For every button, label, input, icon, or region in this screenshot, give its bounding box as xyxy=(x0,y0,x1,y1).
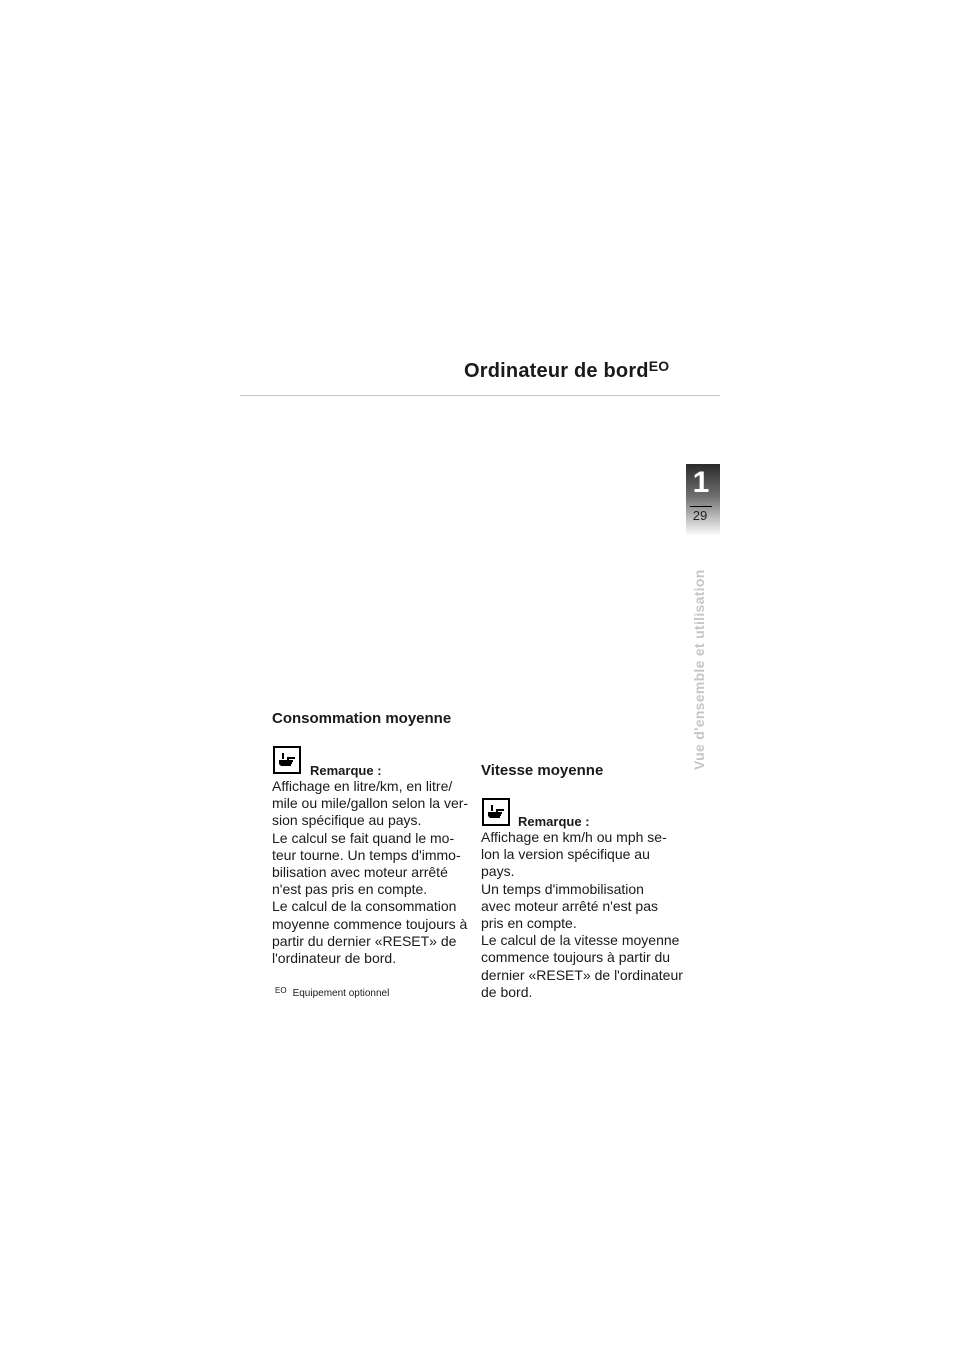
chapter-divider xyxy=(690,506,712,507)
body-text-line: partir du dernier «RESET» de xyxy=(272,932,457,949)
body-text-line: Le calcul se fait quand le mo- xyxy=(272,829,455,846)
page-title-text: Ordinateur de bord xyxy=(464,360,649,382)
pointing-hand-note-icon xyxy=(482,798,510,826)
body-text-line: dernier «RESET» de l'ordinateur xyxy=(481,966,683,983)
section-heading-consumption: Consommation moyenne xyxy=(272,710,452,727)
body-text-line: teur tourne. Un temps d'immo- xyxy=(272,846,461,863)
body-text-line: Le calcul de la consommation xyxy=(272,898,457,915)
footnote xyxy=(275,988,389,999)
page-number: 29 xyxy=(692,508,708,523)
page-title xyxy=(464,360,669,383)
body-text-line: bilisation avec moteur arrêté xyxy=(272,864,448,880)
body-text-line: sion spécifique au pays. xyxy=(272,812,422,829)
note-label: Remarque : xyxy=(310,763,382,778)
footnote-mark: EO xyxy=(275,986,287,995)
body-text-line: lon la version spécifique au xyxy=(481,846,650,863)
section-side-label: Vue d'ensemble et utilisation xyxy=(691,569,707,770)
body-text-line: Affichage en km/h ou mph se- xyxy=(481,829,667,845)
body-text-line: de bord. xyxy=(481,983,533,1000)
chapter-number: 1 xyxy=(692,466,710,499)
body-text-line: Un temps d'immobilisation xyxy=(481,880,644,897)
note-label: Remarque : xyxy=(518,814,590,829)
optional-equipment-mark: EO xyxy=(648,358,670,374)
body-text-line: Affichage en litre/km, en litre/ xyxy=(272,778,453,794)
body-text-line: pays. xyxy=(481,863,515,880)
body-text-line: commence toujours à partir du xyxy=(481,949,671,966)
body-text-line: avec moteur arrêté n'est pas xyxy=(481,897,658,914)
body-text-line: mile ou mile/gallon selon la ver- xyxy=(272,795,469,812)
header-divider xyxy=(240,395,720,396)
body-text-line: pris en compte. xyxy=(481,915,577,931)
section-heading-average-speed: Vitesse moyenne xyxy=(481,762,604,779)
body-text-line: Le calcul de la vitesse moyenne xyxy=(481,932,680,949)
body-text-line: l'ordinateur de bord. xyxy=(272,950,397,966)
body-text-line: n'est pas pris en compte. xyxy=(272,881,428,898)
pointing-hand-note-icon xyxy=(273,746,301,774)
footnote-text: Equipement optionnel xyxy=(292,988,390,999)
body-text-line: moyenne commence toujours à xyxy=(272,915,468,932)
